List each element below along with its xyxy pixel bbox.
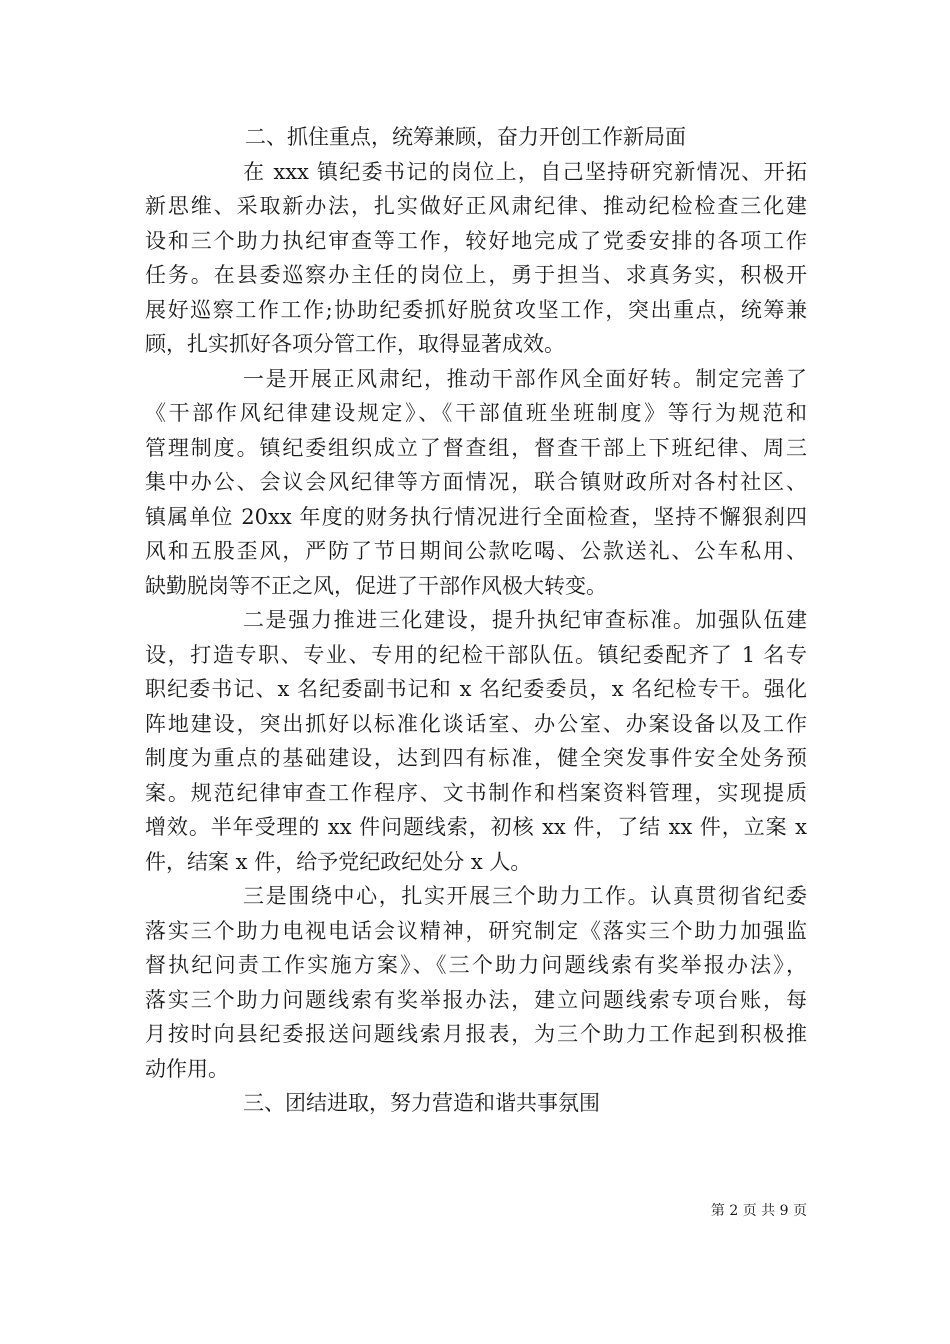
paragraph-line: 制度为重点的基础建设，达到四有标准，健全突发事件安全处务预 <box>145 746 807 770</box>
paragraph-line: 任务。在县委巡察办主任的岗位上，勇于担当、求真务实，积极开 <box>145 263 807 287</box>
paragraph-line: 《干部作风纪律建设规定》、《干部值班坐班制度》等行为规范和 <box>145 401 807 425</box>
paragraph-line: 在 xxx 镇纪委书记的岗位上，自己坚持研究新情况、开拓 <box>243 159 807 184</box>
paragraph-line: 督执纪问责工作实施方案》、《三个助力问题线索有奖举报办法》， <box>145 953 807 977</box>
paragraph-line: 集中办公、会议会风纪律等方面情况，联合镇财政所对各村社区、 <box>145 470 807 494</box>
paragraph-line: 二是强力推进三化建设，提升执纪审查标准。加强队伍建 <box>243 608 807 632</box>
paragraph-line: 镇属单位 20xx 年度的财务执行情况进行全面检查，坚持不懈狠刹四 <box>145 504 807 529</box>
paragraph-line: 风和五股歪风，严防了节日期间公款吃喝、公款送礼、公车私用、 <box>145 539 807 563</box>
paragraph-line: 展好巡察工作工作;协助纪委抓好脱贫攻坚工作，突出重点，统筹兼 <box>145 297 807 322</box>
paragraph-line: 动作用。 <box>145 1056 229 1081</box>
paragraph-line: 增效。半年受理的 xx 件问题线索，初核 xx 件，了结 xx 件，立案 x <box>145 815 807 839</box>
paragraph-line: 设，打造专职、专业、专用的纪检干部队伍。镇纪委配齐了 1 名专 <box>145 642 807 667</box>
paragraph-point-3 <box>145 879 807 1086</box>
paragraph-line: 落实三个助力问题线索有奖举报办法，建立问题线索专项台账，每 <box>145 987 807 1012</box>
document-body <box>145 120 807 1121</box>
paragraph-line: 新思维、采取新办法，扎实做好正风肃纪律、推动纪检检查三化建 <box>145 194 807 218</box>
paragraph-line: 件，结案 x 件，给予党纪政纪处分 x 人。 <box>145 849 532 874</box>
paragraph-line: 案。规范纪律审查工作程序、文书制作和档案资料管理，实现提质 <box>145 780 807 805</box>
paragraph-line: 三是围绕中心，扎实开展三个助力工作。认真贯彻省纪委 <box>243 884 807 908</box>
section-heading-3: 三、团结进取，努力营造和谐共事氛围 <box>243 1091 600 1115</box>
paragraph-line: 缺勤脱岗等不正之风，促进了干部作风极大转变。 <box>145 573 607 598</box>
paragraph-line: 管理制度。镇纪委组织成立了督查组，督查干部上下班纪律、周三 <box>145 435 807 460</box>
paragraph-line: 落实三个助力电视电话会议精神，研究制定《落实三个助力加强监 <box>145 918 807 943</box>
paragraph-line: 设和三个助力执纪审查等工作，较好地完成了党委安排的各项工作 <box>145 228 807 253</box>
paragraph-point-2 <box>145 603 807 879</box>
paragraph-intro <box>145 155 807 362</box>
section-heading-2: 二、抓住重点，统筹兼顾，奋力开创工作新局面 <box>245 125 686 149</box>
paragraph-line: 职纪委书记、x 名纪委副书记和 x 名纪委委员，x 名纪检专干。强化 <box>145 677 807 701</box>
paragraph-line: 一是开展正风肃纪，推动干部作风全面好转。制定完善了 <box>243 366 807 391</box>
paragraph-line: 月按时向县纪委报送问题线索月报表，为三个助力工作起到积极推 <box>145 1022 807 1046</box>
paragraph-line: 阵地建设，突出抓好以标准化谈话室、办公室、办案设备以及工作 <box>145 711 807 736</box>
paragraph-point-1 <box>145 362 807 604</box>
paragraph-line: 顾，扎实抓好各项分管工作，取得显著成效。 <box>145 332 565 356</box>
page-number: 第 2 页 共 9 页 <box>710 1203 807 1219</box>
